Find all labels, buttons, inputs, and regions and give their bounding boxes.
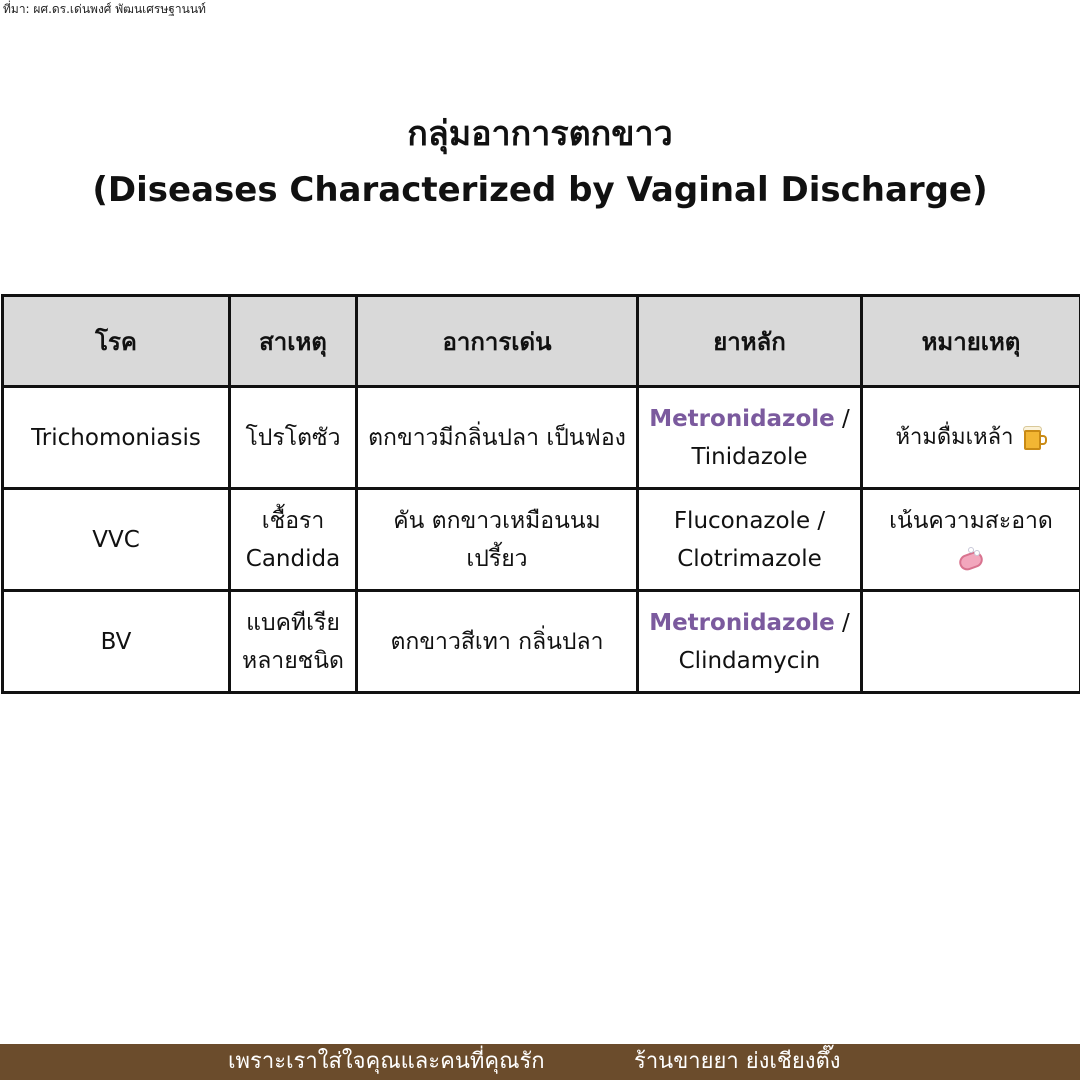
cell-drug (638, 489, 862, 591)
footer-shop-name: ร้านขายยา ย่งเชียงตึ๊ง (634, 1049, 841, 1074)
note-text: เน้นความสะอาด (889, 507, 1053, 534)
footer-bar (0, 1044, 1080, 1080)
cell-cause: โปรโตซัว (230, 387, 357, 489)
table-row (3, 591, 1080, 693)
title-thai: กลุ่มอาการตกขาว (407, 114, 673, 154)
source-credit: ที่มา: ผศ.ดร.เด่นพงศ์ พัฒนเศรษฐานนท์ (3, 2, 206, 16)
note-text: ห้ามดื่มเหล้า (895, 424, 1014, 450)
page-title (0, 106, 1080, 218)
drug-secondary: Clotrimazole (677, 545, 822, 572)
cell-disease: BV (3, 591, 230, 693)
drug-separator: / (810, 507, 826, 534)
drug-separator: / (834, 405, 850, 432)
cell-drug (638, 591, 862, 693)
cell-cause: แบคทีเรียหลายชนิด (230, 591, 357, 693)
drug-primary: Metronidazole (649, 405, 835, 432)
cell-note-empty (862, 591, 1080, 693)
drug-separator: / (834, 609, 850, 636)
disease-table (1, 294, 1080, 694)
cell-note (862, 387, 1080, 489)
table-header-row (3, 296, 1080, 387)
footer-slogan: เพราะเราใส่ใจคุณและคนที่คุณรัก (228, 1049, 545, 1074)
cell-drug (638, 387, 862, 489)
table-row (3, 387, 1080, 489)
cell-disease: VVC (3, 489, 230, 591)
table-row (3, 489, 1080, 591)
header-symptom: อาการเด่น (357, 296, 638, 387)
cell-symptom: ตกขาวสีเทา กลิ่นปลา (357, 591, 638, 693)
header-note: หมายเหตุ (862, 296, 1080, 387)
title-english: (Diseases Characterized by Vaginal Discharge) (92, 170, 988, 210)
drug-secondary: Tinidazole (691, 443, 808, 470)
cell-cause: เชื้อรา Candida (230, 489, 357, 591)
drug-primary: Metronidazole (649, 609, 835, 636)
drug-primary: Fluconazole (673, 507, 811, 534)
cell-symptom: ตกขาวมีกลิ่นปลา เป็นฟอง (357, 387, 638, 489)
cell-symptom: คัน ตกขาวเหมือนนมเปรี้ยว (357, 489, 638, 591)
header-main-drug: ยาหลัก (638, 296, 862, 387)
cell-note (862, 489, 1080, 591)
cell-disease: Trichomoniasis (3, 387, 230, 489)
beer-mug-icon (1023, 425, 1047, 451)
header-cause: สาเหตุ (230, 296, 357, 387)
soap-icon (958, 547, 984, 571)
drug-secondary: Clindamycin (678, 647, 821, 674)
header-disease: โรค (3, 296, 230, 387)
